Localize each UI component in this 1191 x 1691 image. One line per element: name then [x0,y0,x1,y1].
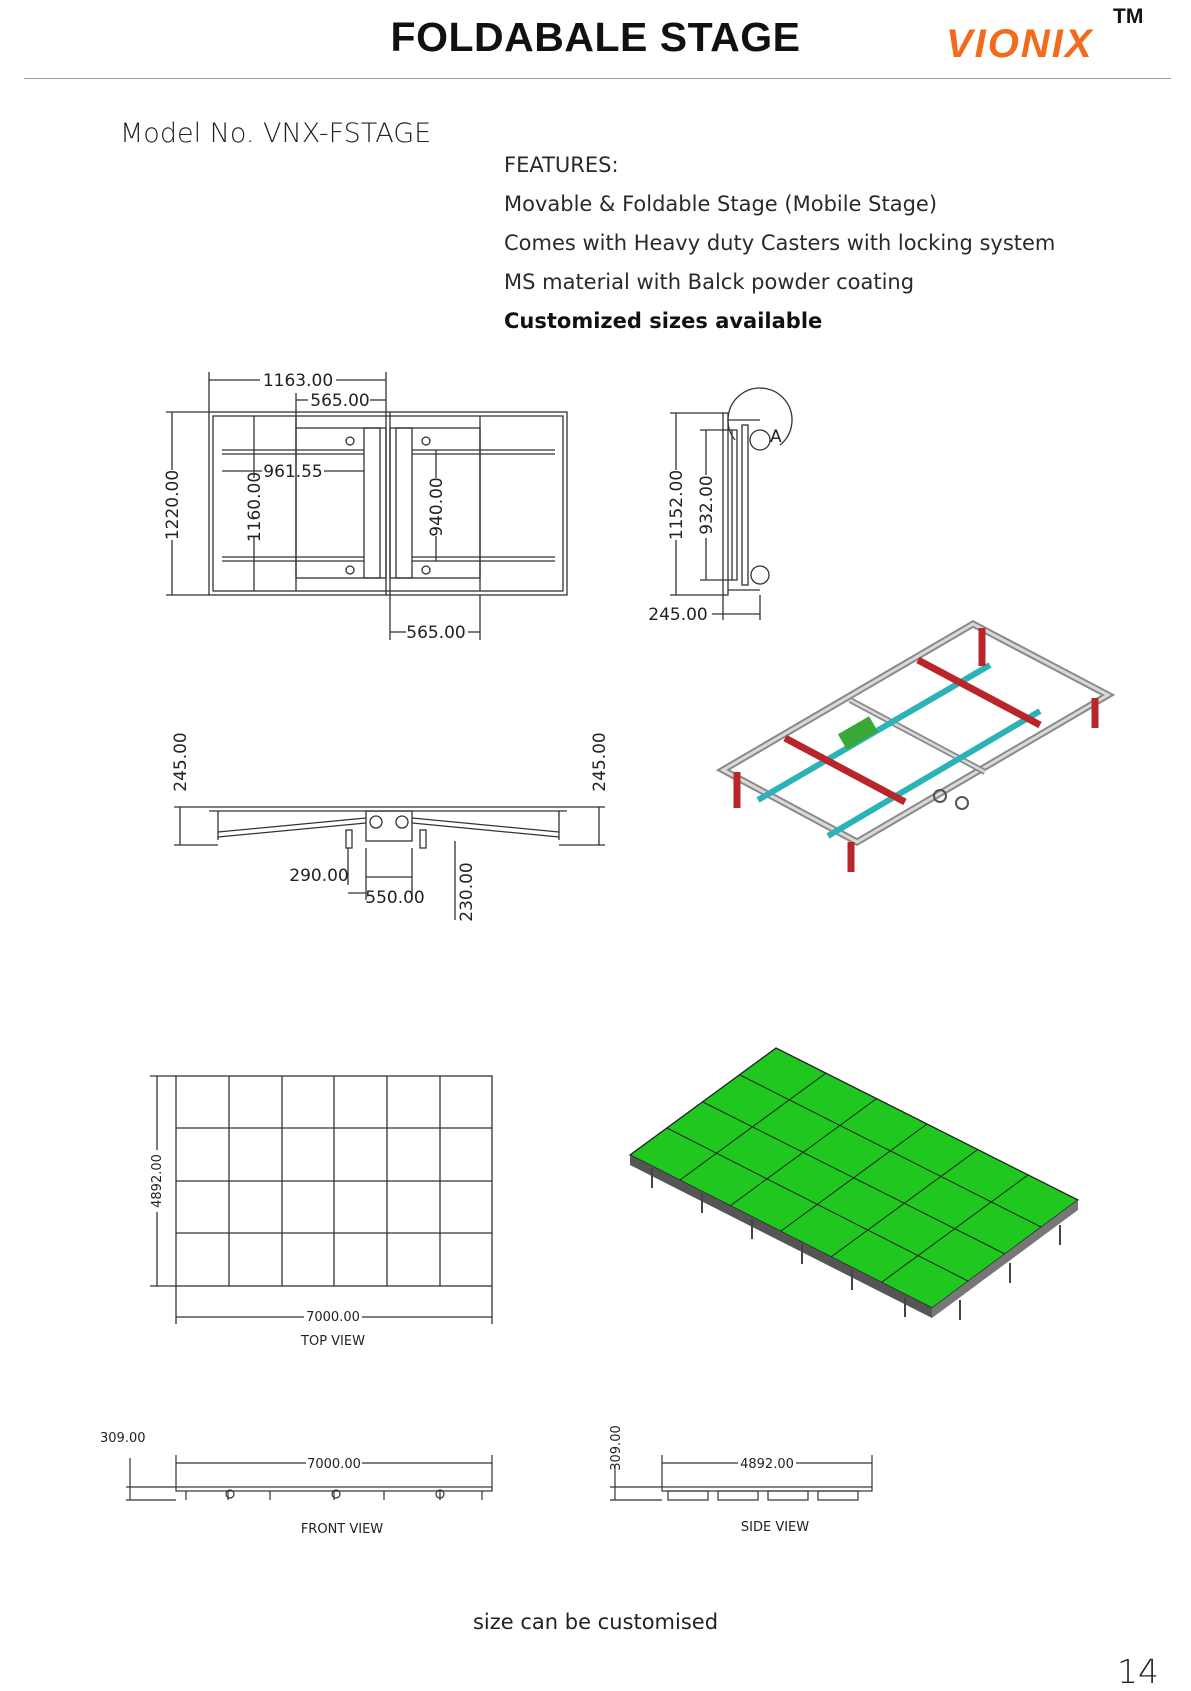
dim-front-left-height: 245.00 [171,732,191,792]
dim-side-view-height: 309.00 [609,1425,624,1471]
feature-item: MS material with Balck powder coating [504,270,915,294]
dim-leg-span: 550.00 [365,888,425,908]
side-view-caption: SIDE VIEW [740,1520,810,1535]
dim-side-depth: 245.00 [648,605,708,625]
dim-side-height-inner: 932.00 [697,475,717,535]
footer-note: size can be customised [472,1610,719,1634]
dim-top-width: 7000.00 [306,1310,360,1325]
dim-inner-left: 961.55 [263,462,323,482]
dim-width: 1163.00 [262,371,334,391]
isometric-stage-drawing [630,1048,1078,1320]
front-view-caption: FRONT VIEW [300,1522,384,1537]
feature-item: Comes with Heavy duty Casters with locking system [504,231,1056,255]
dim-leg-height: 230.00 [457,862,477,922]
dim-height-mid: 940.00 [427,477,447,537]
top-view-caption: TOP VIEW [301,1334,365,1349]
page-number: 14 [1117,1652,1159,1691]
features-heading: FEATURES: [504,153,619,177]
dim-front-right-height: 245.00 [590,732,610,792]
dim-height-total: 1220.00 [163,469,183,541]
dim-side-height-total: 1152.00 [667,469,687,541]
plan-view-drawing [166,372,567,640]
feature-item: Movable & Foldable Stage (Mobile Stage) [504,192,938,216]
dim-top-height: 4892.00 [150,1154,165,1208]
dim-front-view-width: 7000.00 [307,1457,361,1472]
brand-logo: VIONIX [946,22,1094,66]
dim-inner-top: 565.00 [310,391,370,411]
dim-inner-bottom: 565.00 [406,623,466,643]
page-title: FOLDABALE STAGE [390,14,801,60]
dim-side-view-width: 4892.00 [740,1457,794,1472]
trademark-mark: TM [1113,5,1144,28]
top-view-grid [150,1076,492,1324]
model-number: Model No. VNX-FSTAGE [120,118,432,149]
detail-marker-a: A [770,427,782,447]
feature-highlight: Customized sizes available [504,309,823,333]
dim-leg-offset: 290.00 [289,866,349,886]
isometric-frame-drawing [723,624,1108,872]
dim-front-view-height: 309.00 [100,1431,146,1446]
side-view-drawing [670,388,792,620]
dim-height-inner: 1160.00 [245,471,265,543]
